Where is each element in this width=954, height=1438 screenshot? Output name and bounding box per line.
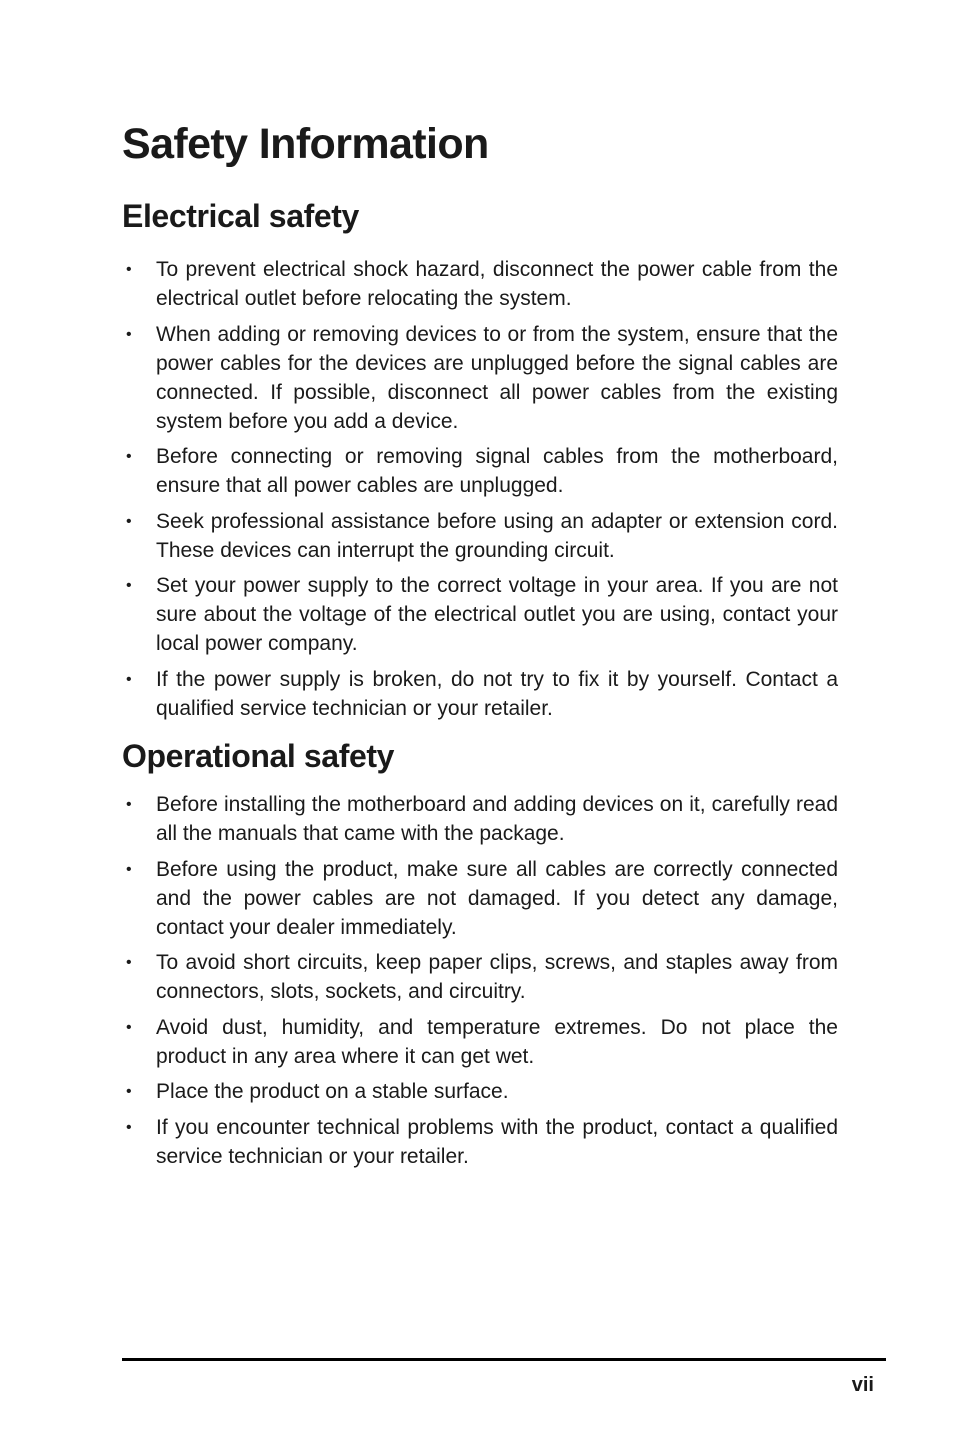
bullet-icon: •	[126, 325, 132, 343]
list-item	[122, 948, 838, 1006]
page-title: Safety Information	[122, 120, 489, 168]
list-item-text: To avoid short circuits, keep paper clips, screws, and staples away from connectors, slots, sockets, and circuitry.	[156, 951, 838, 1003]
list-item	[122, 855, 838, 942]
section-heading-electrical-safety: Electrical safety	[122, 198, 359, 234]
bullet-icon: •	[126, 577, 132, 594]
list-item-text: If you encounter technical problems with the product, contact a qualified service technician or your retailer.	[156, 1115, 838, 1168]
list-item	[122, 255, 838, 313]
list-item-text: Before connecting or removing signal cables from the motherboard, ensure that all power cables are unplugged.	[156, 445, 838, 497]
footer-divider	[122, 1358, 886, 1361]
operational-safety-list	[122, 790, 838, 1177]
bullet-icon: •	[126, 796, 132, 813]
list-item	[122, 1077, 838, 1106]
bullet-icon: •	[126, 1083, 132, 1100]
list-item-text: Before using the product, make sure all cables are correctly connected and the power cables are not damaged. If you detect any damage, contact your dealer immediately.	[156, 857, 838, 939]
list-item	[122, 665, 838, 723]
page-number: vii	[851, 1374, 874, 1396]
section-heading-operational-safety: Operational safety	[122, 738, 395, 774]
list-item-text: Seek professional assistance before using an adapter or extension cord. These devices can interrupt the grounding circuit.	[156, 509, 838, 562]
bullet-icon: •	[126, 1018, 132, 1036]
list-item	[122, 507, 838, 565]
list-item-text: Place the product on a stable surface.	[156, 1080, 509, 1103]
bullet-icon: •	[126, 448, 132, 465]
list-item-text: Set your power supply to the correct voltage in your area. If you are not sure about the voltage of the electrical outlet you are using, contact your local power company.	[156, 574, 838, 655]
list-item-text: Avoid dust, humidity, and temperature extremes. Do not place the product in any area where it can get wet.	[156, 1015, 838, 1068]
bullet-icon: •	[126, 512, 132, 530]
list-item-text: Before installing the motherboard and adding devices on it, carefully read all the manuals that came with the package.	[156, 793, 838, 845]
bullet-icon: •	[126, 1118, 132, 1136]
list-item	[122, 790, 838, 848]
electrical-safety-list	[122, 255, 838, 729]
list-item-text: If the power supply is broken, do not try to fix it by yourself. Contact a qualified service technician or your retailer.	[156, 667, 838, 720]
list-item	[122, 571, 838, 658]
list-item-text: When adding or removing devices to or from the system, ensure that the power cables for the devices are unplugged before the signal cables are connected. If possible, disconnect all power cables from the existing system before you add a device.	[156, 322, 838, 433]
bullet-icon: •	[126, 954, 132, 971]
list-item	[122, 442, 838, 500]
bullet-icon: •	[126, 670, 132, 688]
list-item	[122, 1013, 838, 1071]
list-item	[122, 1113, 838, 1171]
bullet-icon: •	[126, 860, 132, 878]
bullet-icon: •	[126, 261, 132, 278]
list-item	[122, 320, 838, 436]
list-item-text: To prevent electrical shock hazard, disconnect the power cable from the electrical outlet before relocating the system.	[156, 258, 838, 310]
